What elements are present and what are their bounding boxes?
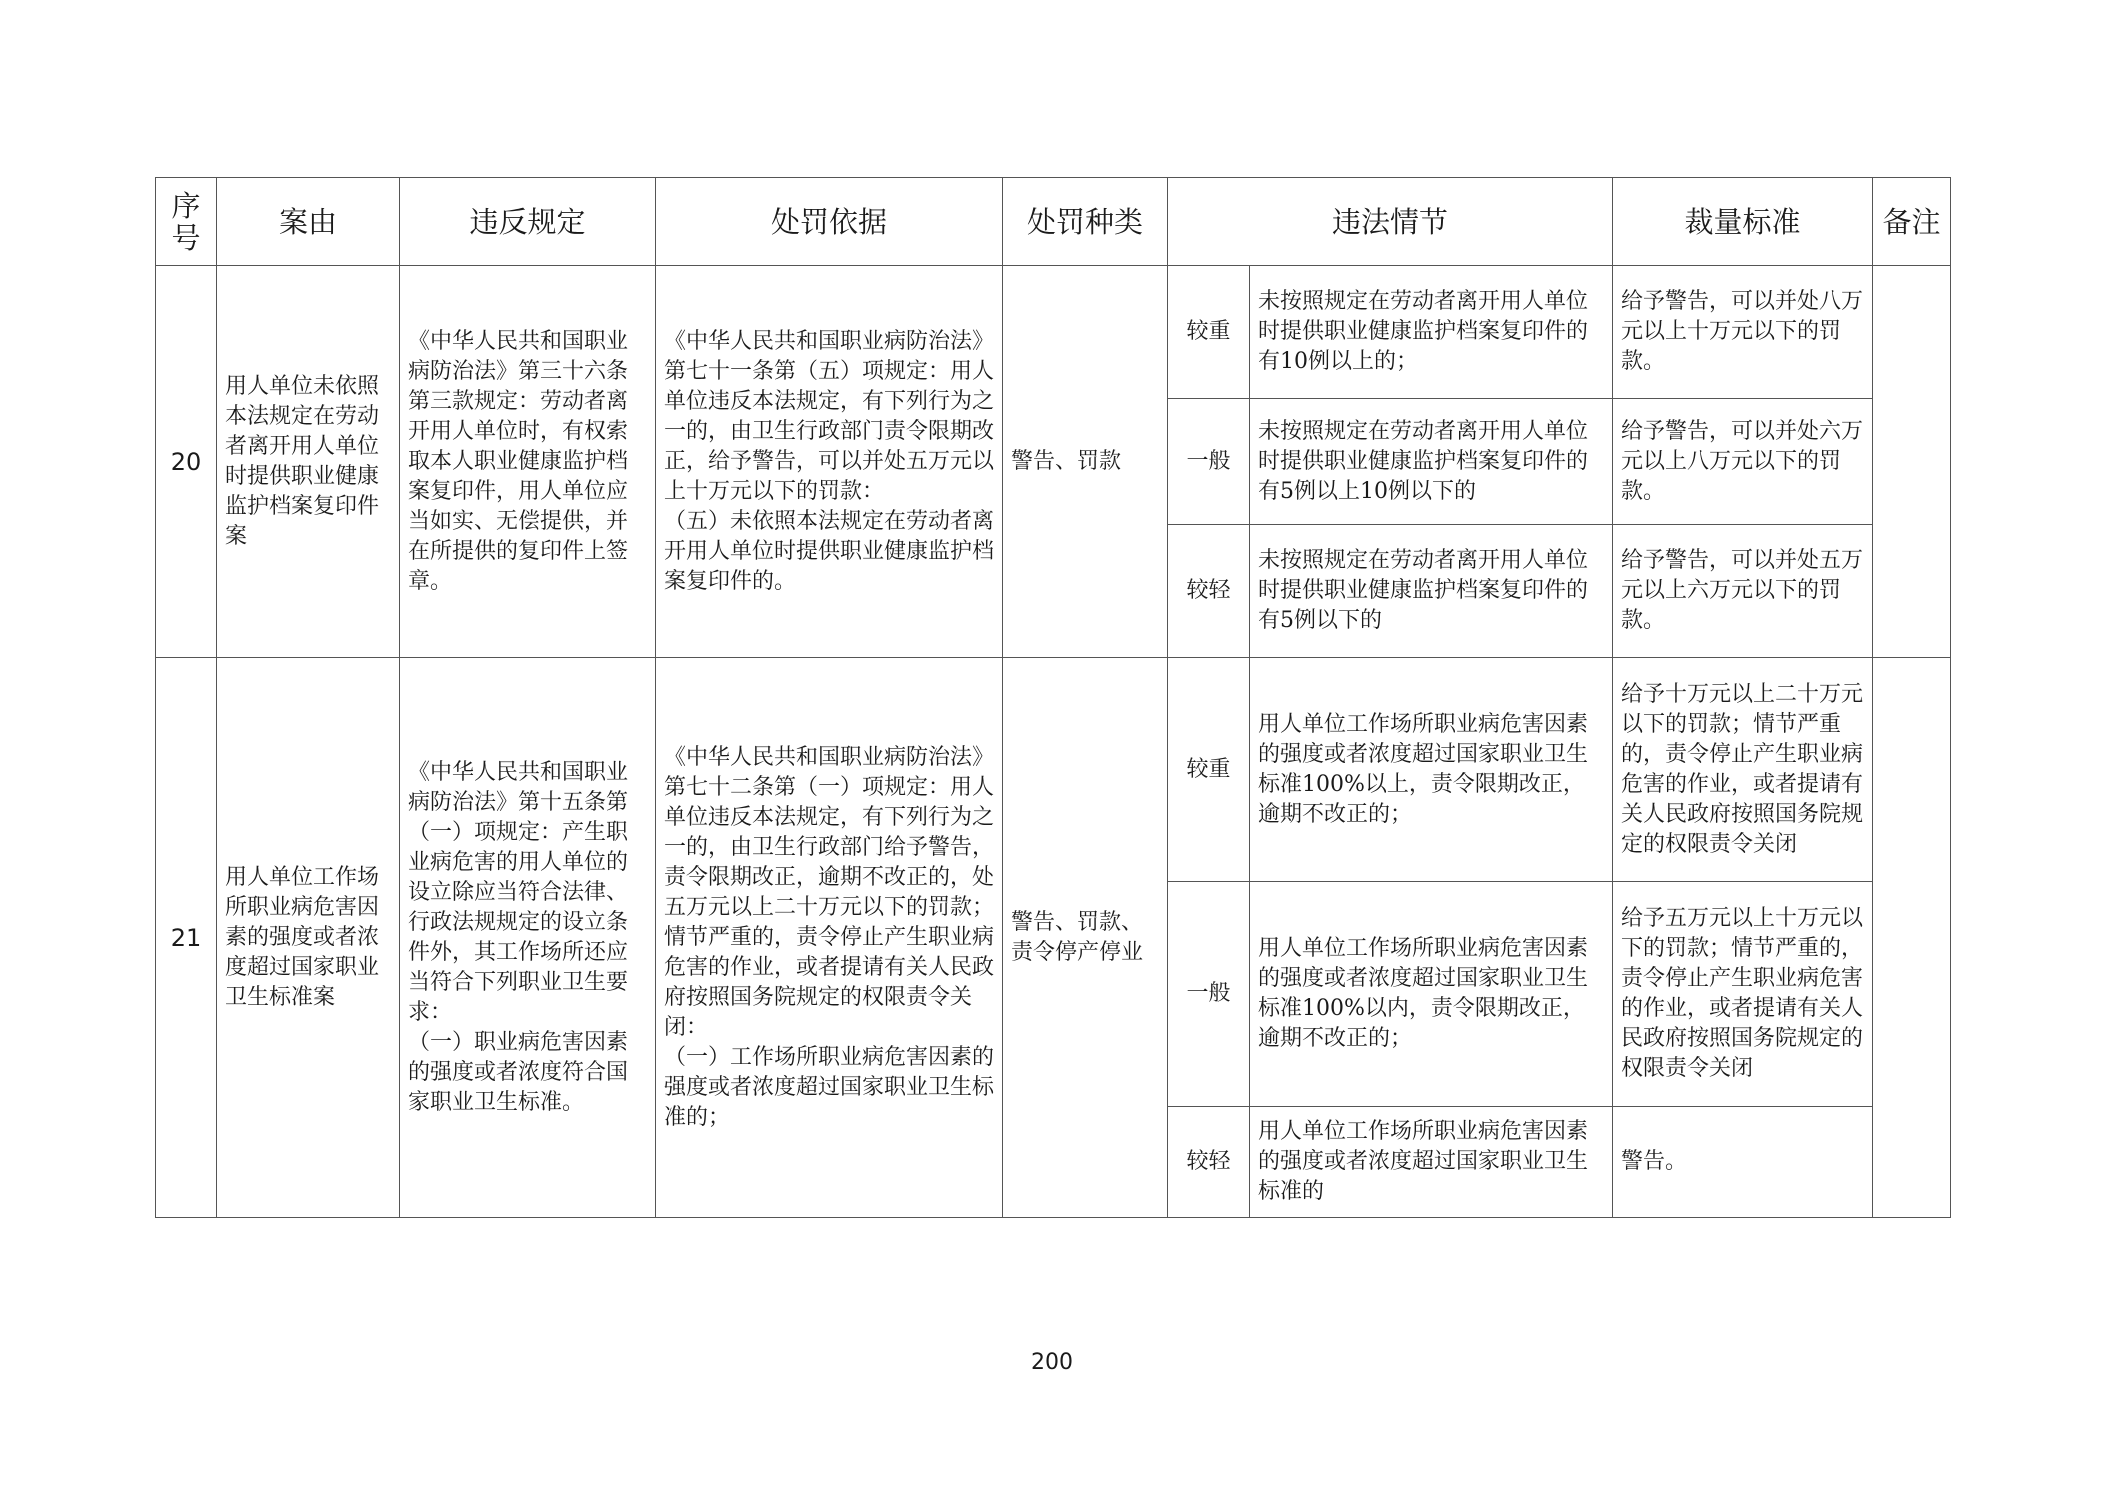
row-violation: 《中华人民共和国职业病防治法》第三十六条第三款规定：劳动者离开用人单位时，有权索取本人职业健康监护档案复印件，用人单位应当如实、无偿提供，并在所提供的复印件上签章。 [400,266,656,658]
level-standard: 给予十万元以上二十万元以下的罚款；情节严重的，责令停止产生职业病危害的作业，或者提请有关人民政府按照国务院规定的权限责令关闭 [1613,658,1873,882]
header-basis: 处罚依据 [656,178,1003,266]
level-detail: 用人单位工作场所职业病危害因素的强度或者浓度超过国家职业卫生标准100%以上，责令限期改正，逾期不改正的； [1250,658,1613,882]
row-remarks [1873,266,1951,658]
level-standard: 警告。 [1613,1107,1873,1218]
page-number: 200 [1031,1350,1073,1375]
level-detail: 未按照规定在劳动者离开用人单位时提供职业健康监护档案复印件的有10例以上的； [1250,266,1613,399]
table-header-row [156,178,1951,266]
row-remarks [1873,658,1951,1218]
row-seq: 20 [156,266,217,658]
row-case: 用人单位未依照本法规定在劳动者离开用人单位时提供职业健康监护档案复印件案 [217,266,400,658]
row-type: 警告、罚款 [1003,266,1168,658]
header-case: 案由 [217,178,400,266]
penalty-discretion-table [155,177,1951,1218]
row-case: 用人单位工作场所职业病危害因素的强度或者浓度超过国家职业卫生标准案 [217,658,400,1218]
level-standard: 给予警告，可以并处五万元以上六万元以下的罚款。 [1613,525,1873,658]
level-label: 一般 [1168,882,1250,1107]
row-violation: 《中华人民共和国职业病防治法》第十五条第（一）项规定：产生职业病危害的用人单位的设立除应当符合法律、行政法规规定的设立条件外，其工作场所还应当符合下列职业卫生要求： （一）职业病危害因素的强度或者浓度符合国家职业卫生标准。 [400,658,656,1218]
level-label: 一般 [1168,399,1250,525]
table-row [156,658,1951,882]
level-label: 较重 [1168,658,1250,882]
level-detail: 未按照规定在劳动者离开用人单位时提供职业健康监护档案复印件的有5例以下的 [1250,525,1613,658]
header-remarks: 备注 [1873,178,1951,266]
header-standard: 裁量标准 [1613,178,1873,266]
level-label: 较轻 [1168,1107,1250,1218]
level-standard: 给予警告，可以并处六万元以上八万元以下的罚款。 [1613,399,1873,525]
table-row [156,266,1951,399]
level-standard: 给予五万元以上十万元以下的罚款；情节严重的，责令停止产生职业病危害的作业，或者提请有关人民政府按照国务院规定的权限责令关闭 [1613,882,1873,1107]
row-type: 警告、罚款、 责令停产停业 [1003,658,1168,1218]
row-basis: 《中华人民共和国职业病防治法》第七十一条第（五）项规定：用人单位违反本法规定，有下列行为之一的，由卫生行政部门责令限期改正，给予警告，可以并处五万元以上十万元以下的罚款： （五）未依照本法规定在劳动者离开用人单位时提供职业健康监护档案复印件的。 [656,266,1003,658]
level-label: 较轻 [1168,525,1250,658]
header-circumstance: 违法情节 [1168,178,1613,266]
header-seq: 序 号 [156,178,217,266]
level-label: 较重 [1168,266,1250,399]
header-type: 处罚种类 [1003,178,1168,266]
level-standard: 给予警告，可以并处八万元以上十万元以下的罚款。 [1613,266,1873,399]
level-detail: 未按照规定在劳动者离开用人单位时提供职业健康监护档案复印件的有5例以上10例以下的 [1250,399,1613,525]
row-basis: 《中华人民共和国职业病防治法》第七十二条第（一）项规定：用人单位违反本法规定，有下列行为之一的，由卫生行政部门给予警告，责令限期改正，逾期不改正的，处五万元以上二十万元以下的罚款；情节严重的，责令停止产生职业病危害的作业，或者提请有关人民政府按照国务院规定的权限责令关闭： （一）工作场所职业病危害因素的强度或者浓度超过国家职业卫生标准的； [656,658,1003,1218]
header-violation: 违反规定 [400,178,656,266]
level-detail: 用人单位工作场所职业病危害因素的强度或者浓度超过国家职业卫生标准的 [1250,1107,1613,1218]
row-seq: 21 [156,658,217,1218]
level-detail: 用人单位工作场所职业病危害因素的强度或者浓度超过国家职业卫生标准100%以内，责令限期改正，逾期不改正的； [1250,882,1613,1107]
